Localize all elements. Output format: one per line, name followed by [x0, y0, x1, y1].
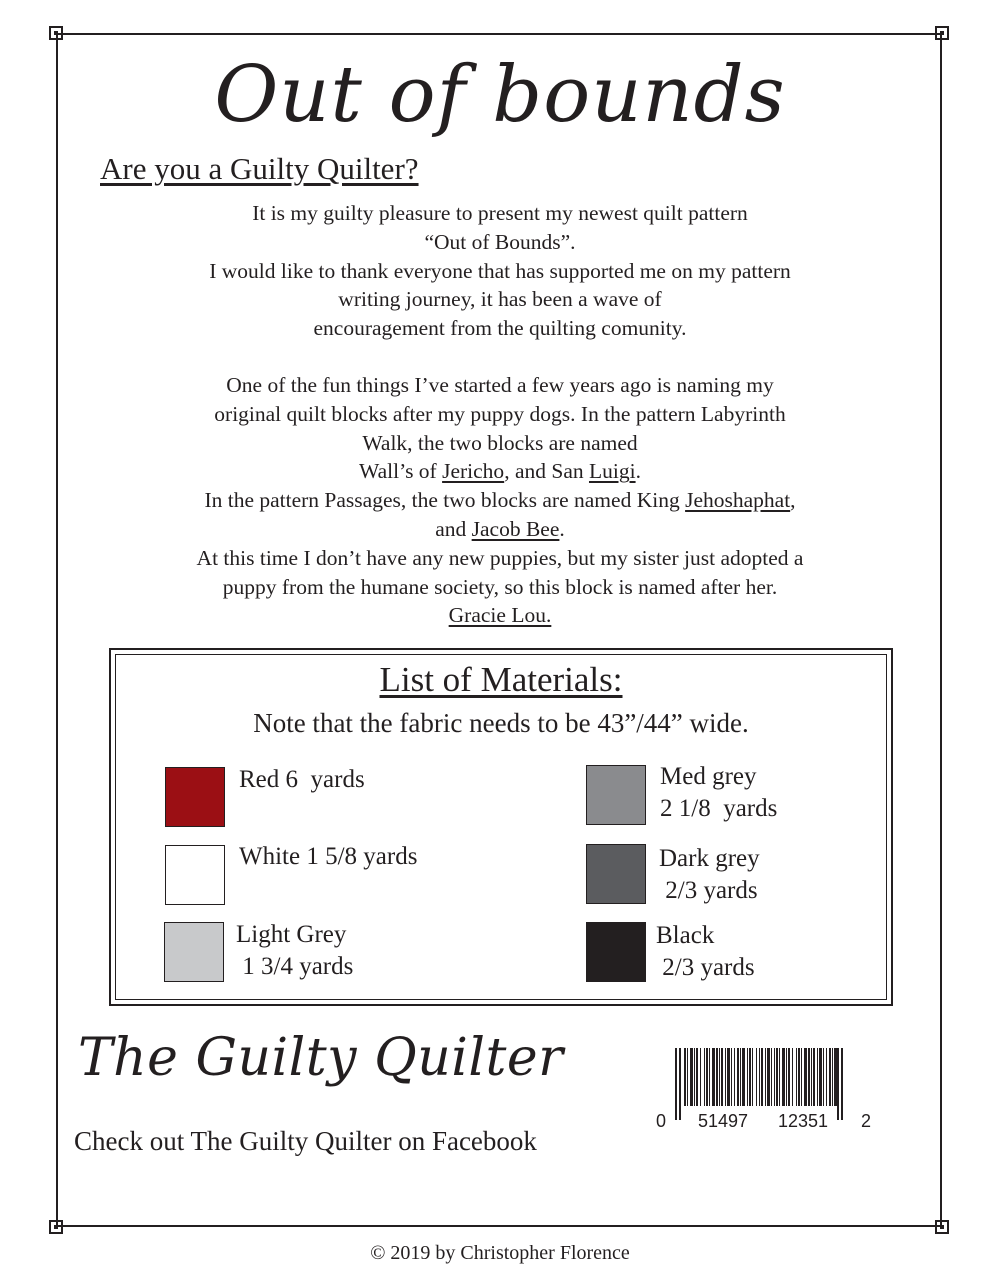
barcode-digit: 0: [656, 1111, 667, 1131]
block-name: Jericho: [442, 459, 505, 484]
materials-inner-border: [115, 654, 887, 1000]
fabric-swatch-red: [165, 767, 225, 827]
barcode-digit: 12351: [778, 1111, 829, 1131]
materials-title: List of Materials:: [379, 660, 623, 699]
corner-ornament-icon: [49, 26, 63, 40]
corner-ornament-icon: [935, 1220, 949, 1234]
fabric-swatch-white: [165, 845, 225, 905]
corner-ornament-icon: [49, 1220, 63, 1234]
intro-line: writing journey, it has been a wave of: [338, 287, 662, 312]
intro-line: Walk, the two blocks are named: [362, 430, 638, 455]
material-label: White 1 5/8 yards: [239, 843, 418, 870]
block-name: Luigi: [588, 459, 636, 484]
material-label: Med grey 2 1/8 yards: [660, 763, 778, 822]
intro-line: One of the fun things I’ve started a few years ago is naming my: [226, 372, 774, 397]
intro-line: It is my guilty pleasure to present my newest quilt pattern: [252, 201, 748, 225]
page-title: Out of bounds: [214, 50, 786, 140]
intro-line: original quilt blocks after my puppy dogs. In the pattern Labyrinth: [214, 401, 786, 426]
material-label: Red 6 yards: [239, 766, 365, 793]
intro-text: [130, 199, 870, 630]
barcode-digit: 51497: [698, 1111, 749, 1131]
fabric-swatch-light-grey: [164, 922, 224, 982]
intro-line: and Jacob Bee.: [435, 516, 565, 541]
intro-line: In the pattern Passages, the two blocks are named King Jehoshaphat,: [204, 488, 796, 513]
intro-line: At this time I don’t have any new puppies, but my sister just adopted a: [196, 545, 804, 570]
intro-line: I would like to thank everyone that has supported me on my pattern: [209, 258, 791, 283]
materials-note: Note that the fabric needs to be 43”/44” wide.: [253, 708, 749, 738]
intro-line: puppy from the humane society, so this block is named after her.: [222, 574, 778, 599]
intro-line: Wall’s of Jericho, and San Luigi.: [359, 459, 641, 484]
corner-ornament-icon: [935, 26, 949, 40]
fabric-swatch-dark-grey: [586, 844, 646, 904]
intro-line: Gracie Lou.: [448, 603, 552, 628]
material-label: Dark grey 2/3 yards: [659, 845, 760, 904]
copyright: © 2019 by Christopher Florence: [370, 1242, 630, 1264]
brand-name: The Guilty Quilter: [78, 1028, 564, 1088]
material-label: Light Grey 1 3/4 yards: [236, 921, 354, 980]
facebook-note: Check out The Guilty Quilter on Facebook: [74, 1126, 537, 1156]
fabric-swatch-black: [586, 922, 646, 982]
block-name: Jacob Bee: [471, 516, 560, 541]
materials-box: [109, 648, 893, 1006]
intro-line: “Out of Bounds”.: [424, 229, 576, 254]
fabric-swatch-med-grey: [586, 765, 646, 825]
block-name: Jehoshaphat: [685, 488, 791, 513]
barcode-icon: [655, 1048, 860, 1120]
intro-line: encouragement from the quilting comunity.: [313, 316, 687, 341]
barcode-digit: 2: [861, 1111, 872, 1131]
material-label: Black 2/3 yards: [656, 922, 755, 981]
subtitle: Are you a Guilty Quilter?: [100, 151, 419, 186]
